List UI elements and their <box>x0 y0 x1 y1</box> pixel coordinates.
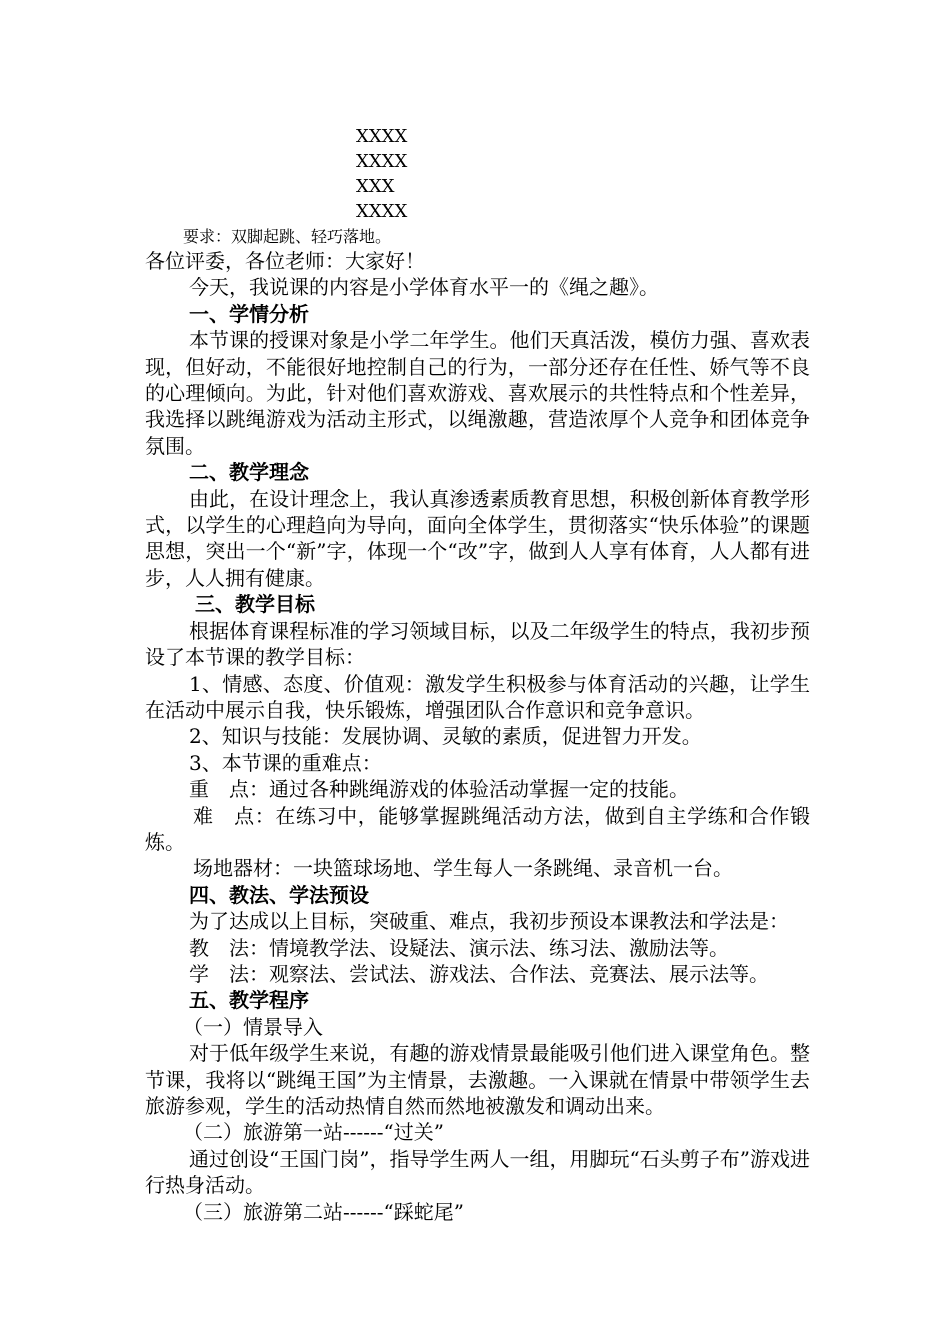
section-paragraph: 对于低年级学生来说，有趣的游戏情景最能吸引他们进入课堂角色。整节课，我将以“跳绳王国”为主情景，去激趣。一入课就在情景中带领学生去旅游参观，学生的活动热情自然而然地被激发和调动出来。 <box>145 1041 810 1118</box>
subsection-heading: （三）旅游第二站------“踩蛇尾” <box>183 1199 464 1224</box>
greeting: 各位评委，各位老师：大家好！ <box>145 249 425 273</box>
formation-row: XXXX <box>356 201 408 222</box>
section-paragraph: 根据体育课程标准的学习领域目标，以及二年级学生的特点，我初步预设了本节课的教学目标： <box>145 618 810 670</box>
formation-row: XXXX <box>356 126 408 147</box>
formation-row: XXXX <box>356 151 408 172</box>
key-point: 重 点：通过各种跳绳游戏的体验活动掌握一定的技能。 <box>189 777 689 802</box>
requirement-text: 要求：双脚起跳、轻巧落地。 <box>183 227 392 246</box>
section-heading: 二、教学理念 <box>189 460 309 485</box>
section-heading: 三、教学目标 <box>195 592 315 617</box>
subsection-heading: （一）情景导入 <box>183 1014 323 1039</box>
intro-paragraph: 今天，我说课的内容是小学体育水平一的《绳之趣》。 <box>189 275 659 300</box>
difficulty-point: 难 点：在练习中，能够掌握跳绳活动方法，做到自主学练和合作锻炼。 <box>145 803 810 854</box>
goal-item: 1、情感、态度、价值观：激发学生积极参与体育活动的兴趣，让学生在活动中展示自我，快乐锻炼，增强团队合作意识和竞争意识。 <box>145 671 810 722</box>
document-body <box>145 248 810 1225</box>
formation-diagram <box>356 124 407 224</box>
learning-methods: 学 法：观察法、尝试法、游戏法、合作法、竞赛法、展示法等。 <box>189 961 769 986</box>
section-heading: 四、教法、学法预设 <box>189 882 369 907</box>
subsection-heading: （二）旅游第一站------“过关” <box>183 1120 444 1145</box>
formation-row: XXX <box>356 176 395 197</box>
equipment: 场地器材：一块篮球场地、学生每人一条跳绳、录音机一台。 <box>193 856 733 881</box>
section-paragraph: 由此，在设计理念上，我认真渗透素质教育思想，积极创新体育教学形式，以学生的心理趋向为导向，面向全体学生，贯彻落实“快乐体验”的课题思想，突出一个“新”字，体现一个“改”字，做到人人享有体育，人人都有进步，人人拥有健康。 <box>145 486 810 590</box>
section-paragraph: 为了达成以上目标，突破重、难点，我初步预设本课教法和学法是： <box>189 909 789 934</box>
section-paragraph: 通过创设“王国门岗”，指导学生两人一组，用脚玩“石头剪子布”游戏进行热身活动。 <box>145 1146 810 1198</box>
section-paragraph: 本节课的授课对象是小学二年学生。他们天真活泼，模仿力强、喜欢表现，但好动，不能很好地控制自己的行为，一部分还存在任性、娇气等不良的心理倾向。为此，针对他们喜欢游戏、喜欢展示的共性特点和个性差异，我选择以跳绳游戏为活动主形式，以绳激趣，营造浓厚个人竞争和团体竞争氛围。 <box>145 328 810 458</box>
section-heading: 五、教学程序 <box>189 988 309 1013</box>
goal-item: 3、本节课的重难点： <box>189 750 382 775</box>
teaching-methods: 教 法：情境教学法、设疑法、演示法、练习法、激励法等。 <box>189 935 729 960</box>
goal-item: 2、知识与技能：发展协调、灵敏的素质，促进智力开发。 <box>189 724 702 749</box>
section-heading: 一、学情分析 <box>189 301 309 326</box>
